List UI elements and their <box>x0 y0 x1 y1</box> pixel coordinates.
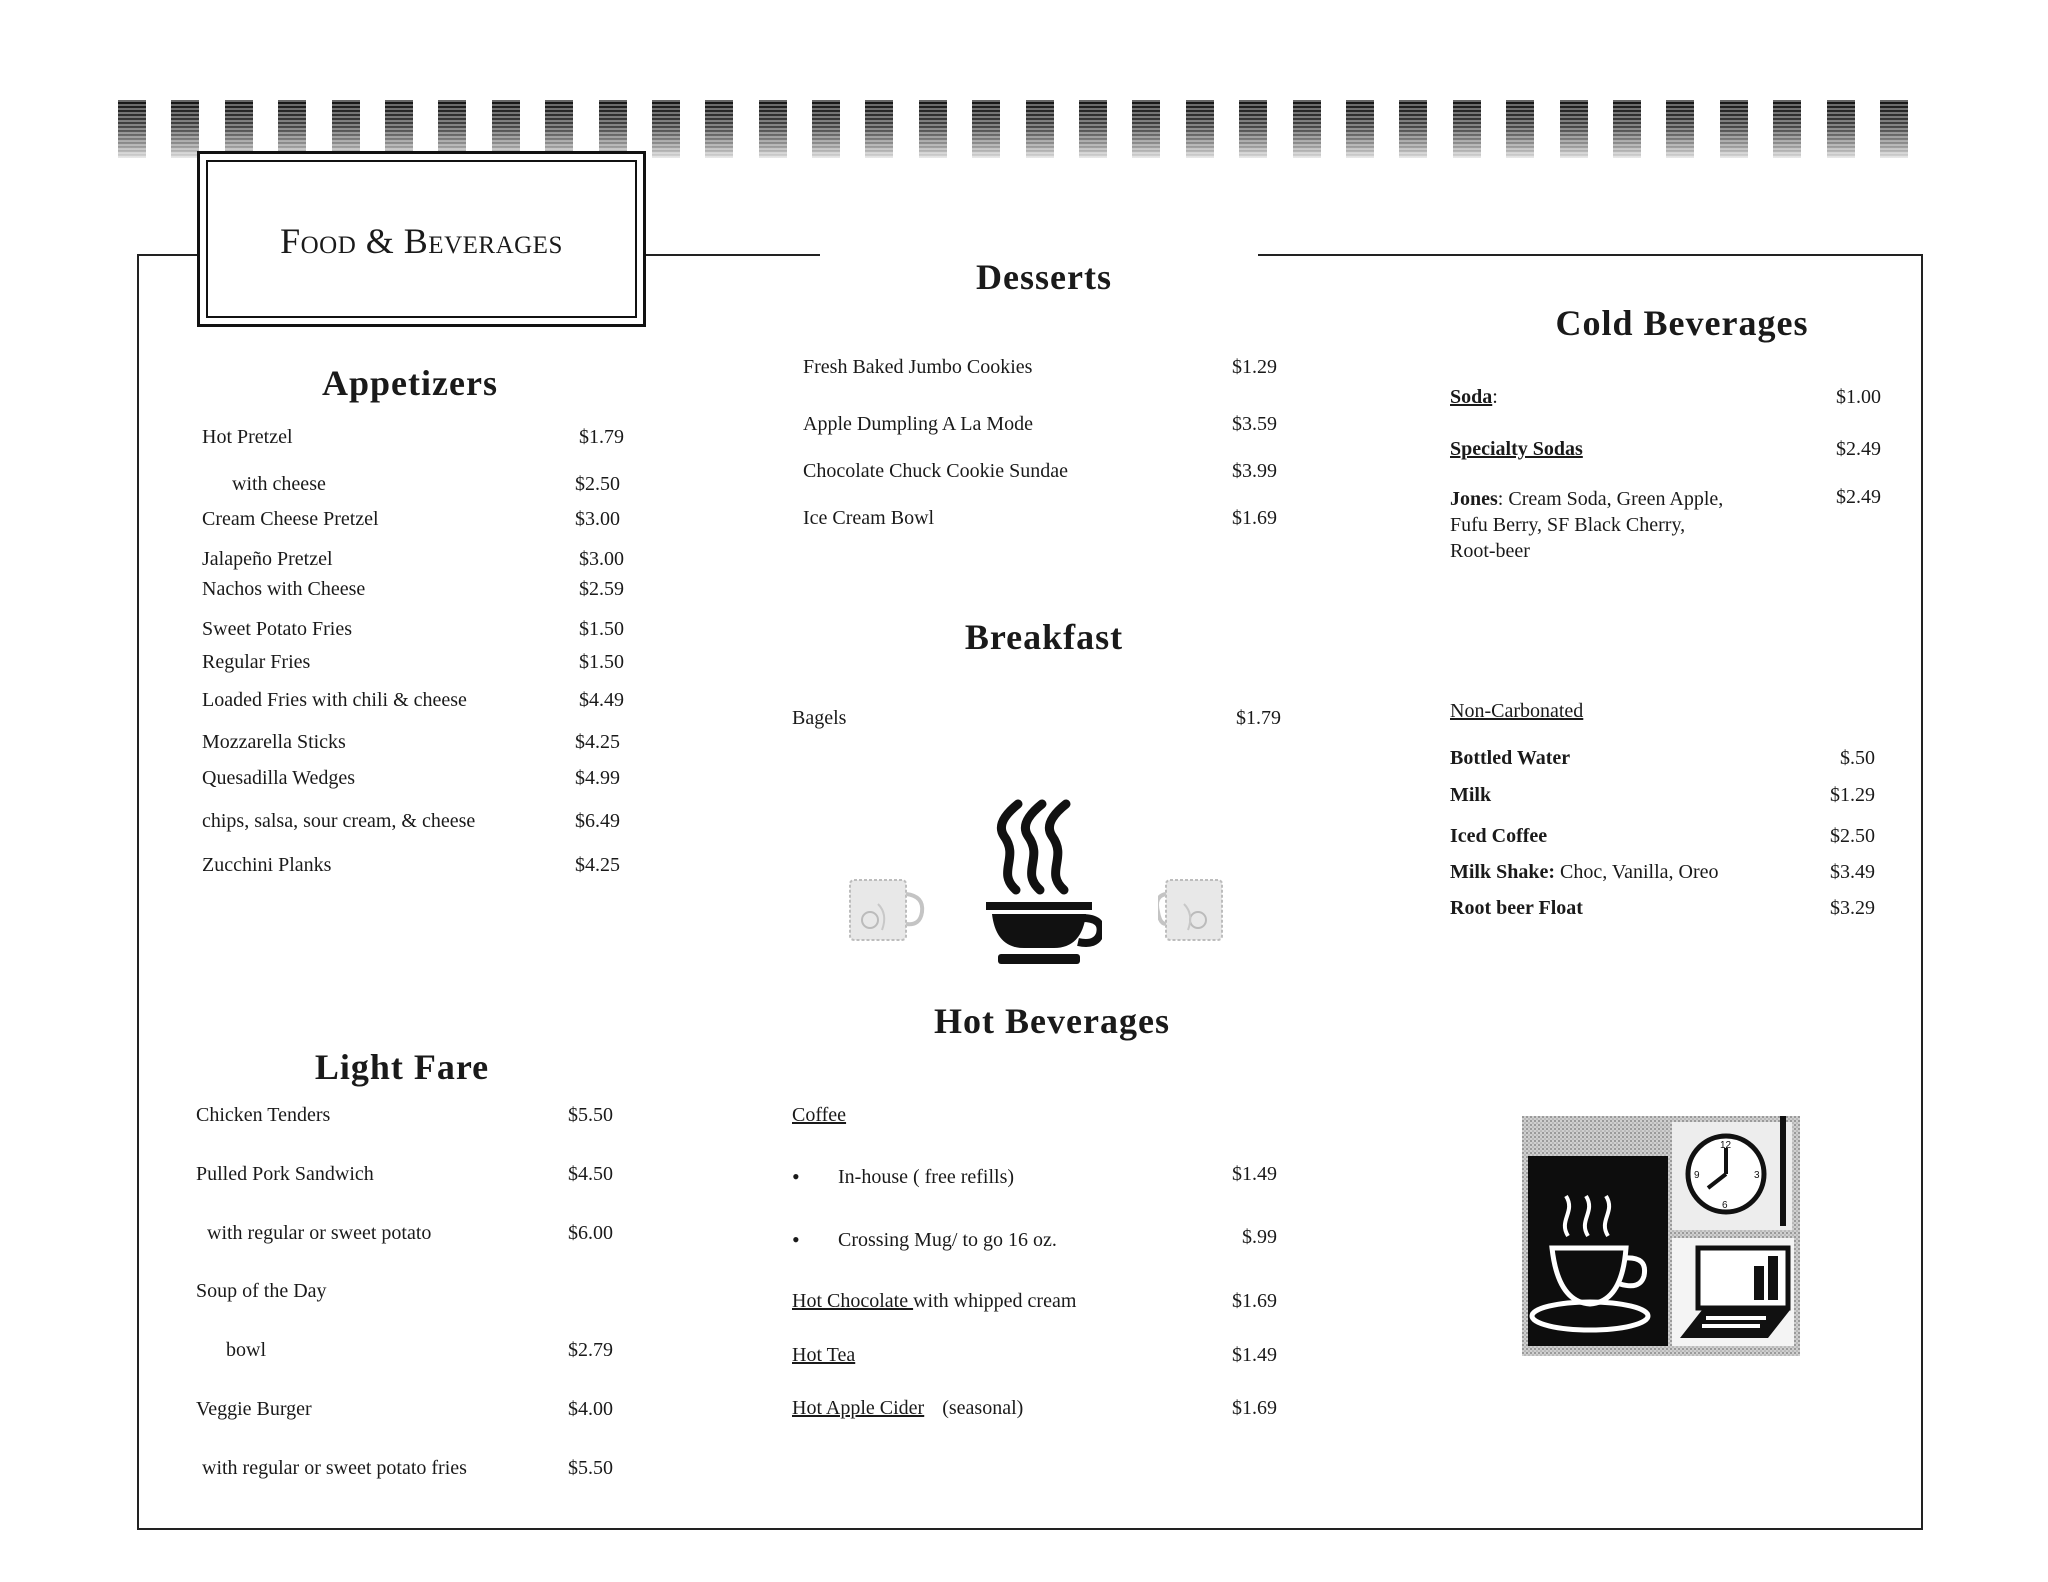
menu-item-price: $1.50 <box>579 618 624 640</box>
soda-colon: : <box>1492 386 1498 408</box>
frame-border <box>137 1528 1923 1530</box>
coffee-cup-icon <box>978 798 1102 968</box>
menu-item-price: $.50 <box>1840 747 1875 769</box>
menu-item-price: $3.99 <box>1232 460 1277 482</box>
jones-label: Jones <box>1450 488 1498 510</box>
menu-item-name: Bagels <box>792 707 847 729</box>
menu-item-name: Milk <box>1450 784 1492 806</box>
menu-item-name: Milk Shake: <box>1450 861 1556 883</box>
menu-item-price: $1.79 <box>579 426 624 448</box>
menu-item-price: $1.69 <box>1232 1290 1277 1312</box>
frame-border <box>1921 254 1923 1530</box>
frame-border <box>646 254 820 256</box>
menu-item-name: Apple Dumpling A La Mode <box>803 413 1033 435</box>
menu-item-price: $2.50 <box>1830 825 1875 847</box>
menu-item-name: Nachos with Cheese <box>202 578 366 600</box>
soda-label: Soda <box>1450 386 1493 408</box>
menu-item-price: $4.00 <box>568 1398 613 1420</box>
menu-item-name: Loaded Fries with chili & cheese <box>202 689 467 711</box>
bullet: • <box>792 1227 800 1252</box>
coffee-label: Coffee <box>792 1104 847 1126</box>
hot-apple-cider-label: Hot Apple Cider <box>792 1397 925 1419</box>
menu-item-name: chips, salsa, sour cream, & cheese <box>202 810 476 832</box>
menu-item-price: $4.50 <box>568 1163 613 1185</box>
menu-item-name: Hot Pretzel <box>202 426 293 448</box>
hot-chocolate-note: with whipped cream <box>913 1290 1077 1312</box>
hot-apple-cider-row <box>792 1397 1023 1420</box>
specialty-sodas-label: Specialty Sodas <box>1450 438 1583 460</box>
light-fare-heading: Light Fare <box>314 1047 490 1087</box>
menu-item-price: $4.25 <box>575 854 620 876</box>
menu-item-name: Pulled Pork Sandwich <box>196 1163 374 1185</box>
menu-item-price: $1.49 <box>1232 1163 1277 1185</box>
menu-item-price: $2.59 <box>579 578 624 600</box>
menu-item-name: Chicken Tenders <box>196 1104 331 1126</box>
mug-icon <box>1158 874 1244 946</box>
menu-item-price: $6.00 <box>568 1222 613 1244</box>
menu-item-name: Quesadilla Wedges <box>202 767 355 789</box>
menu-item-name: Soup of the Day <box>196 1280 327 1302</box>
frame-border <box>137 254 139 1530</box>
menu-item-name: Bottled Water <box>1450 747 1571 769</box>
menu-item-price: $3.00 <box>579 548 624 570</box>
menu-item-name: with cheese <box>232 473 326 495</box>
menu-item-price: $2.49 <box>1836 486 1881 508</box>
bullet: • <box>792 1164 800 1189</box>
menu-item-price: $1.29 <box>1232 356 1277 378</box>
mug-icon <box>842 874 928 946</box>
menu-item-price: $2.50 <box>575 473 620 495</box>
menu-item-price: $3.00 <box>575 508 620 530</box>
hot-apple-cider-note: (seasonal) <box>942 1397 1024 1419</box>
appetizers-heading: Appetizers <box>322 363 498 403</box>
svg-text:9: 9 <box>1694 1170 1700 1181</box>
frame-border <box>137 254 199 256</box>
desserts-heading: Desserts <box>976 257 1112 297</box>
menu-item-name: Ice Cream Bowl <box>803 507 935 529</box>
menu-item-name: Chocolate Chuck Cookie Sundae <box>803 460 1068 482</box>
svg-text:6: 6 <box>1722 1200 1728 1211</box>
menu-item-price: $4.99 <box>575 767 620 789</box>
menu-item-name: Sweet Potato Fries <box>202 618 352 640</box>
soda-row <box>1450 386 1498 409</box>
menu-item-price: $1.69 <box>1232 1397 1277 1419</box>
page-title: Food & Beverages <box>280 221 563 261</box>
milk-shake-row <box>1450 861 1719 884</box>
menu-item-name: bowl <box>226 1339 266 1361</box>
menu-item-name: Fresh Baked Jumbo Cookies <box>803 356 1033 378</box>
frame-border <box>1258 254 1923 256</box>
menu-item-name: Cream Cheese Pretzel <box>202 508 379 530</box>
menu-item-name: Regular Fries <box>202 651 311 673</box>
milk-shake-flavors: Choc, Vanilla, Oreo <box>1555 861 1719 883</box>
menu-item-name: Root beer Float <box>1450 897 1583 919</box>
menu-item-name: In-house ( free refills) <box>838 1166 1015 1188</box>
menu-item-name: Veggie Burger <box>196 1398 312 1420</box>
hot-tea-label: Hot Tea <box>792 1344 856 1366</box>
jones-flavors: : Cream Soda, Green Apple, Fufu Berry, SF Black Cherry, Root-beer <box>1450 488 1724 562</box>
menu-item-price: $6.49 <box>575 810 620 832</box>
menu-item-name: with regular or sweet potato fries <box>202 1457 467 1479</box>
menu-item-price: $2.49 <box>1836 438 1881 460</box>
cafe-clipart-icon <box>1522 1116 1800 1356</box>
menu-item-price: $4.49 <box>579 689 624 711</box>
menu-item-price: $5.50 <box>568 1104 613 1126</box>
menu-item-name: Zucchini Planks <box>202 854 332 876</box>
menu-item-price: $1.79 <box>1236 707 1281 729</box>
menu-item-price: $1.49 <box>1232 1344 1277 1366</box>
menu-item-price: $4.25 <box>575 731 620 753</box>
svg-text:12: 12 <box>1720 1140 1732 1151</box>
menu-item-price: $1.50 <box>579 651 624 673</box>
menu-item-price: $1.29 <box>1830 784 1875 806</box>
jones-row <box>1450 486 1790 564</box>
menu-item-price: $1.69 <box>1232 507 1277 529</box>
cold-beverages-heading: Cold Beverages <box>1555 303 1809 343</box>
menu-item-name: Iced Coffee <box>1450 825 1548 847</box>
menu-item-price: $3.49 <box>1830 861 1875 883</box>
menu-item-name: with regular or sweet potato <box>207 1222 432 1244</box>
svg-text:3: 3 <box>1754 1170 1760 1181</box>
menu-item-price: $.99 <box>1242 1226 1277 1248</box>
menu-item-price: $3.29 <box>1830 897 1875 919</box>
non-carbonated-label: Non-Carbonated <box>1450 700 1584 722</box>
menu-item-price: $2.79 <box>568 1339 613 1361</box>
breakfast-heading: Breakfast <box>964 617 1124 657</box>
menu-item-name: Jalapeño Pretzel <box>202 548 333 570</box>
menu-item-price: $1.00 <box>1836 386 1881 408</box>
menu-item-name: Mozzarella Sticks <box>202 731 346 753</box>
hot-chocolate-row <box>792 1290 1076 1313</box>
menu-item-price: $5.50 <box>568 1457 613 1479</box>
menu-item-price: $3.59 <box>1232 413 1277 435</box>
hot-beverages-heading: Hot Beverages <box>934 1001 1170 1041</box>
hot-chocolate-label: Hot Chocolate <box>792 1290 914 1312</box>
menu-item-name: Crossing Mug/ to go 16 oz. <box>838 1229 1057 1251</box>
